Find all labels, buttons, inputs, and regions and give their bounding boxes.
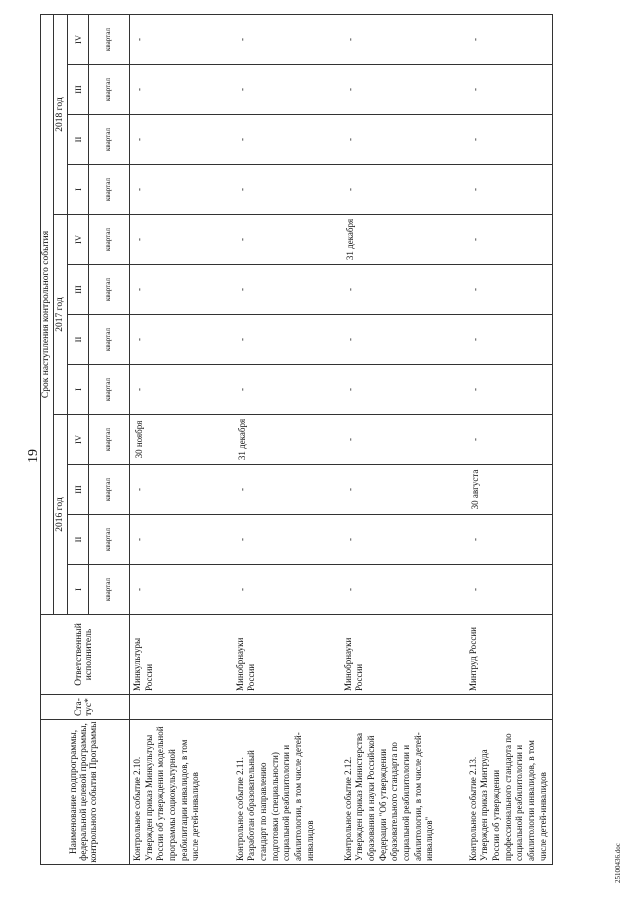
executor-cell: Минтруд России [466, 615, 553, 695]
deadline-value: - [134, 38, 144, 41]
deadline-cell [341, 565, 466, 615]
quarter-number-header: II [68, 115, 89, 165]
quarter-number-header: II [68, 315, 89, 365]
status-cell [130, 695, 233, 720]
quarter-number-header: I [68, 165, 89, 215]
deadline-value: - [469, 438, 480, 441]
deadline-value: - [344, 538, 355, 541]
deadline-value: - [344, 438, 355, 441]
deadline-value: - [344, 488, 355, 491]
deadline-cell [233, 515, 341, 565]
quarter-word-header: квартал [89, 465, 130, 515]
deadline-cell [233, 165, 341, 215]
header-year-2016: 2016 год [54, 415, 68, 615]
deadline-value: - [469, 588, 480, 591]
deadline-value: - [134, 188, 144, 191]
page-number: 19 [26, 449, 41, 463]
deadline-cell [233, 415, 341, 465]
deadline-cell [130, 565, 233, 615]
deadline-cell [233, 465, 341, 515]
deadline-value: - [236, 288, 247, 291]
deadline-value: - [134, 288, 144, 291]
quarter-word-header: квартал [89, 415, 130, 465]
deadline-cell [233, 565, 341, 615]
deadline-cell [130, 515, 233, 565]
deadline-value: - [344, 338, 355, 341]
quarter-number-header: I [68, 365, 89, 415]
deadline-value: - [344, 88, 355, 91]
deadline-cell [341, 265, 466, 315]
table-row [466, 15, 553, 865]
deadline-cell [466, 465, 553, 515]
deadline-cell [233, 365, 341, 415]
event-name-cell: Контрольное событие 2.13. Утвержден приказ Минтруда России об утверждении профессионального стандарта по социальной реабилитологии и абилитологии инвалидов, в том числе детей-инвалидов [466, 720, 553, 865]
deadline-value: - [344, 388, 355, 391]
deadline-value: - [344, 38, 355, 41]
event-name-cell: Контрольное событие 2.12. Утвержден приказ Министерства образования и науки Российской Федерации "Об утверждении образовательного стандарта по социальной реабилитологии и абилитологии, в том числе детей-инвалидов" [341, 720, 466, 865]
event-name-cell: Контрольное событие 2.11. Разработан образовательный стандарт по направлению подготовки (специальности) социальной реабилитологии и абилитологии, в том числе детей-инвалидов [233, 720, 341, 865]
quarter-number-header: IV [68, 415, 89, 465]
deadline-cell [130, 15, 233, 65]
deadline-value: - [469, 338, 480, 341]
deadline-value: - [134, 88, 144, 91]
deadline-cell [341, 65, 466, 115]
deadline-value: - [236, 238, 247, 241]
quarter-number-header: IV [68, 15, 89, 65]
quarter-word-header: квартал [89, 315, 130, 365]
deadline-value: - [134, 538, 144, 541]
deadline-value: - [236, 88, 247, 91]
quarter-number-header: II [68, 515, 89, 565]
status-cell [466, 695, 553, 720]
quarter-number-header: III [68, 65, 89, 115]
executor-cell: Минкультуры России [130, 615, 233, 695]
deadline-cell [130, 415, 233, 465]
deadline-cell [233, 115, 341, 165]
deadline-cell [341, 315, 466, 365]
table-row [130, 15, 233, 865]
deadline-value: - [469, 388, 480, 391]
status-cell [233, 695, 341, 720]
deadline-value: - [469, 88, 480, 91]
quarter-word-header: квартал [89, 115, 130, 165]
executor-cell: Минобрнауки России [341, 615, 466, 695]
deadline-value: - [134, 588, 144, 591]
deadline-value: - [344, 138, 355, 141]
deadline-value: - [134, 488, 144, 491]
deadline-value: - [236, 138, 247, 141]
quarter-word-header: квартал [89, 15, 130, 65]
deadline-cell [466, 415, 553, 465]
deadline-value: 30 ноября [134, 420, 144, 459]
deadline-value: - [469, 188, 480, 191]
deadline-value: - [236, 538, 247, 541]
deadline-value: 31 декабря [236, 418, 247, 461]
header-executor: Ответственный исполнитель [41, 615, 130, 695]
deadline-value: - [134, 138, 144, 141]
deadline-cell [130, 465, 233, 515]
deadline-cell [130, 215, 233, 265]
deadline-cell [130, 365, 233, 415]
deadline-cell [466, 365, 553, 415]
control-events-table [40, 14, 553, 865]
deadline-cell [466, 215, 553, 265]
quarter-number-header: I [68, 565, 89, 615]
deadline-value: - [469, 238, 480, 241]
deadline-cell [341, 15, 466, 65]
deadline-value: - [134, 338, 144, 341]
deadline-value: 30 августа [469, 469, 480, 510]
quarter-word-header: квартал [89, 565, 130, 615]
deadline-cell [130, 265, 233, 315]
deadline-cell [233, 65, 341, 115]
deadline-value: - [236, 388, 247, 391]
deadline-cell [466, 115, 553, 165]
quarter-number-header: III [68, 465, 89, 515]
deadline-value: - [469, 288, 480, 291]
deadline-cell [233, 315, 341, 365]
quarter-number-header: III [68, 265, 89, 315]
deadline-cell [130, 315, 233, 365]
header-deadline: Срок наступления контрольного события [41, 15, 54, 615]
table-row [233, 15, 341, 865]
deadline-cell [233, 265, 341, 315]
quarter-word-header: квартал [89, 65, 130, 115]
quarter-word-header: квартал [89, 515, 130, 565]
status-cell [341, 695, 466, 720]
deadline-value: - [236, 488, 247, 491]
table-header [41, 15, 130, 865]
deadline-value: - [236, 188, 247, 191]
deadline-value: - [134, 388, 144, 391]
deadline-value: - [469, 538, 480, 541]
deadline-value: - [236, 338, 247, 341]
deadline-cell [341, 365, 466, 415]
deadline-value: - [236, 588, 247, 591]
header-status: Ста-тус* [41, 695, 130, 720]
deadline-cell [233, 15, 341, 65]
deadline-cell [130, 115, 233, 165]
deadline-value: - [469, 138, 480, 141]
table-row [341, 15, 466, 865]
deadline-cell [466, 265, 553, 315]
deadline-value: - [344, 288, 355, 291]
deadline-cell [466, 315, 553, 365]
deadline-cell [466, 515, 553, 565]
deadline-cell [130, 165, 233, 215]
quarter-word-header: квартал [89, 365, 130, 415]
deadline-value: - [344, 588, 355, 591]
deadline-cell [466, 15, 553, 65]
event-name-cell: Контрольное событие 2.10. Утвержден приказ Минкультуры России об утверждении модельной программы социокультурной реабилитации инвалидов, в том числе детей-инвалидов [130, 720, 233, 865]
footer-doc-code: 25100436.doc [614, 843, 622, 883]
quarter-word-header: квартал [89, 215, 130, 265]
deadline-value: - [469, 38, 480, 41]
deadline-cell [466, 65, 553, 115]
quarter-word-header: квартал [89, 165, 130, 215]
deadline-value: 31 декабря [344, 218, 355, 261]
deadline-cell [233, 215, 341, 265]
deadline-cell [341, 415, 466, 465]
deadline-cell [130, 65, 233, 115]
header-year-2017: 2017 год [54, 215, 68, 415]
table-body [130, 15, 553, 865]
deadline-cell [466, 165, 553, 215]
deadline-cell [341, 115, 466, 165]
executor-cell: Минобрнауки России [233, 615, 341, 695]
deadline-value: - [344, 188, 355, 191]
deadline-cell [341, 215, 466, 265]
deadline-cell [341, 465, 466, 515]
deadline-value: - [236, 38, 247, 41]
deadline-cell [466, 565, 553, 615]
deadline-value: - [134, 238, 144, 241]
header-year-2018: 2018 год [54, 15, 68, 215]
deadline-cell [341, 515, 466, 565]
header-name: Наименование подпрограммы, федеральной целевой программы, контрольного события Программы [41, 720, 130, 865]
quarter-number-header: IV [68, 215, 89, 265]
deadline-cell [341, 165, 466, 215]
quarter-word-header: квартал [89, 265, 130, 315]
